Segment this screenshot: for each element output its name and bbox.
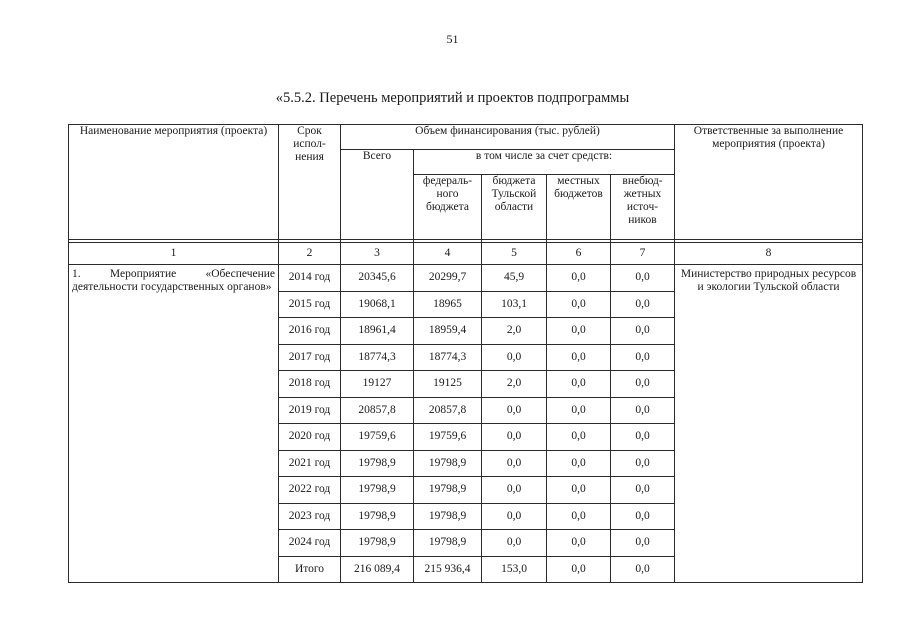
federal-cell: 18959,4 — [414, 318, 482, 345]
federal-cell: 18774,3 — [414, 344, 482, 371]
year-cell: 2021 год — [279, 450, 341, 477]
extra-cell: 0,0 — [611, 530, 675, 557]
total-cell: 20345,6 — [341, 265, 414, 292]
local-cell: 0,0 — [547, 371, 611, 398]
total-cell: 19759,6 — [341, 424, 414, 451]
regional-cell: 0,0 — [482, 397, 547, 424]
column-number: 6 — [547, 243, 611, 265]
year-cell: 2022 год — [279, 477, 341, 504]
year-cell: 2020 год — [279, 424, 341, 451]
column-number-row — [69, 243, 863, 265]
column-number: 3 — [341, 243, 414, 265]
total-cell: 19127 — [341, 371, 414, 398]
regional-cell: 0,0 — [482, 344, 547, 371]
regional-cell: 0,0 — [482, 503, 547, 530]
extra-cell: 0,0 — [611, 503, 675, 530]
header-regional: бюджета Тульской области — [482, 175, 547, 240]
local-cell: 0,0 — [547, 291, 611, 318]
local-cell: 0,0 — [547, 397, 611, 424]
year-cell: 2016 год — [279, 318, 341, 345]
column-number: 8 — [675, 243, 863, 265]
total-cell: 216 089,4 — [341, 556, 414, 583]
regional-cell: 103,1 — [482, 291, 547, 318]
local-cell: 0,0 — [547, 344, 611, 371]
year-cell: 2015 год — [279, 291, 341, 318]
total-cell: 19798,9 — [341, 450, 414, 477]
total-cell: 19068,1 — [341, 291, 414, 318]
regional-cell: 153,0 — [482, 556, 547, 583]
extra-cell: 0,0 — [611, 318, 675, 345]
column-number: 2 — [279, 243, 341, 265]
federal-cell: 19759,6 — [414, 424, 482, 451]
total-cell: 20857,8 — [341, 397, 414, 424]
extra-cell: 0,0 — [611, 450, 675, 477]
header-responsible: Ответственные за выполнение мероприятия (проекта) — [675, 125, 863, 240]
extra-cell: 0,0 — [611, 397, 675, 424]
header-federal: федераль-ного бюджета — [414, 175, 482, 240]
year-cell: Итого — [279, 556, 341, 583]
local-cell: 0,0 — [547, 556, 611, 583]
federal-cell: 19798,9 — [414, 503, 482, 530]
local-cell: 0,0 — [547, 265, 611, 292]
extra-cell: 0,0 — [611, 556, 675, 583]
local-cell: 0,0 — [547, 450, 611, 477]
regional-cell: 45,9 — [482, 265, 547, 292]
year-cell: 2018 год — [279, 371, 341, 398]
regional-cell: 0,0 — [482, 424, 547, 451]
local-cell: 0,0 — [547, 530, 611, 557]
extra-cell: 0,0 — [611, 344, 675, 371]
header-extra: внебюд-жетных источ-ников — [611, 175, 675, 240]
local-cell: 0,0 — [547, 477, 611, 504]
activities-table — [68, 124, 863, 583]
responsible-cell: Министерство природных ресурсов и экологии Тульской области — [675, 265, 863, 583]
federal-cell: 19125 — [414, 371, 482, 398]
regional-cell: 2,0 — [482, 371, 547, 398]
extra-cell: 0,0 — [611, 477, 675, 504]
local-cell: 0,0 — [547, 424, 611, 451]
year-cell: 2023 год — [279, 503, 341, 530]
total-cell: 19798,9 — [341, 530, 414, 557]
column-number: 7 — [611, 243, 675, 265]
event-name-cell: 1. Мероприятие «Обеспечение деятельности государственных органов» — [69, 265, 279, 583]
local-cell: 0,0 — [547, 503, 611, 530]
header-term: Срок испол-нения — [279, 125, 341, 240]
column-number: 5 — [482, 243, 547, 265]
federal-cell: 19798,9 — [414, 530, 482, 557]
local-cell: 0,0 — [547, 318, 611, 345]
extra-cell: 0,0 — [611, 371, 675, 398]
header-including: в том числе за счет средств: — [414, 150, 675, 175]
header-event-name: Наименование мероприятия (проекта) — [69, 125, 279, 240]
federal-cell: 20299,7 — [414, 265, 482, 292]
federal-cell: 215 936,4 — [414, 556, 482, 583]
federal-cell: 18965 — [414, 291, 482, 318]
extra-cell: 0,0 — [611, 424, 675, 451]
header-funding: Объем финансирования (тыс. рублей) — [341, 125, 675, 150]
regional-cell: 0,0 — [482, 477, 547, 504]
year-cell: 2014 год — [279, 265, 341, 292]
table-row — [69, 265, 863, 292]
document-title: «5.5.2. Перечень мероприятий и проектов подпрограммы — [275, 90, 630, 106]
column-number: 4 — [414, 243, 482, 265]
federal-cell: 19798,9 — [414, 477, 482, 504]
year-cell: 2017 год — [279, 344, 341, 371]
total-cell: 18774,3 — [341, 344, 414, 371]
year-cell: 2024 год — [279, 530, 341, 557]
year-cell: 2019 год — [279, 397, 341, 424]
extra-cell: 0,0 — [611, 291, 675, 318]
page-number: 51 — [446, 32, 459, 46]
federal-cell: 19798,9 — [414, 450, 482, 477]
header-local: местных бюджетов — [547, 175, 611, 240]
total-cell: 19798,9 — [341, 503, 414, 530]
regional-cell: 0,0 — [482, 450, 547, 477]
extra-cell: 0,0 — [611, 265, 675, 292]
regional-cell: 0,0 — [482, 530, 547, 557]
regional-cell: 2,0 — [482, 318, 547, 345]
header-total: Всего — [341, 150, 414, 240]
total-cell: 19798,9 — [341, 477, 414, 504]
column-number: 1 — [69, 243, 279, 265]
federal-cell: 20857,8 — [414, 397, 482, 424]
total-cell: 18961,4 — [341, 318, 414, 345]
